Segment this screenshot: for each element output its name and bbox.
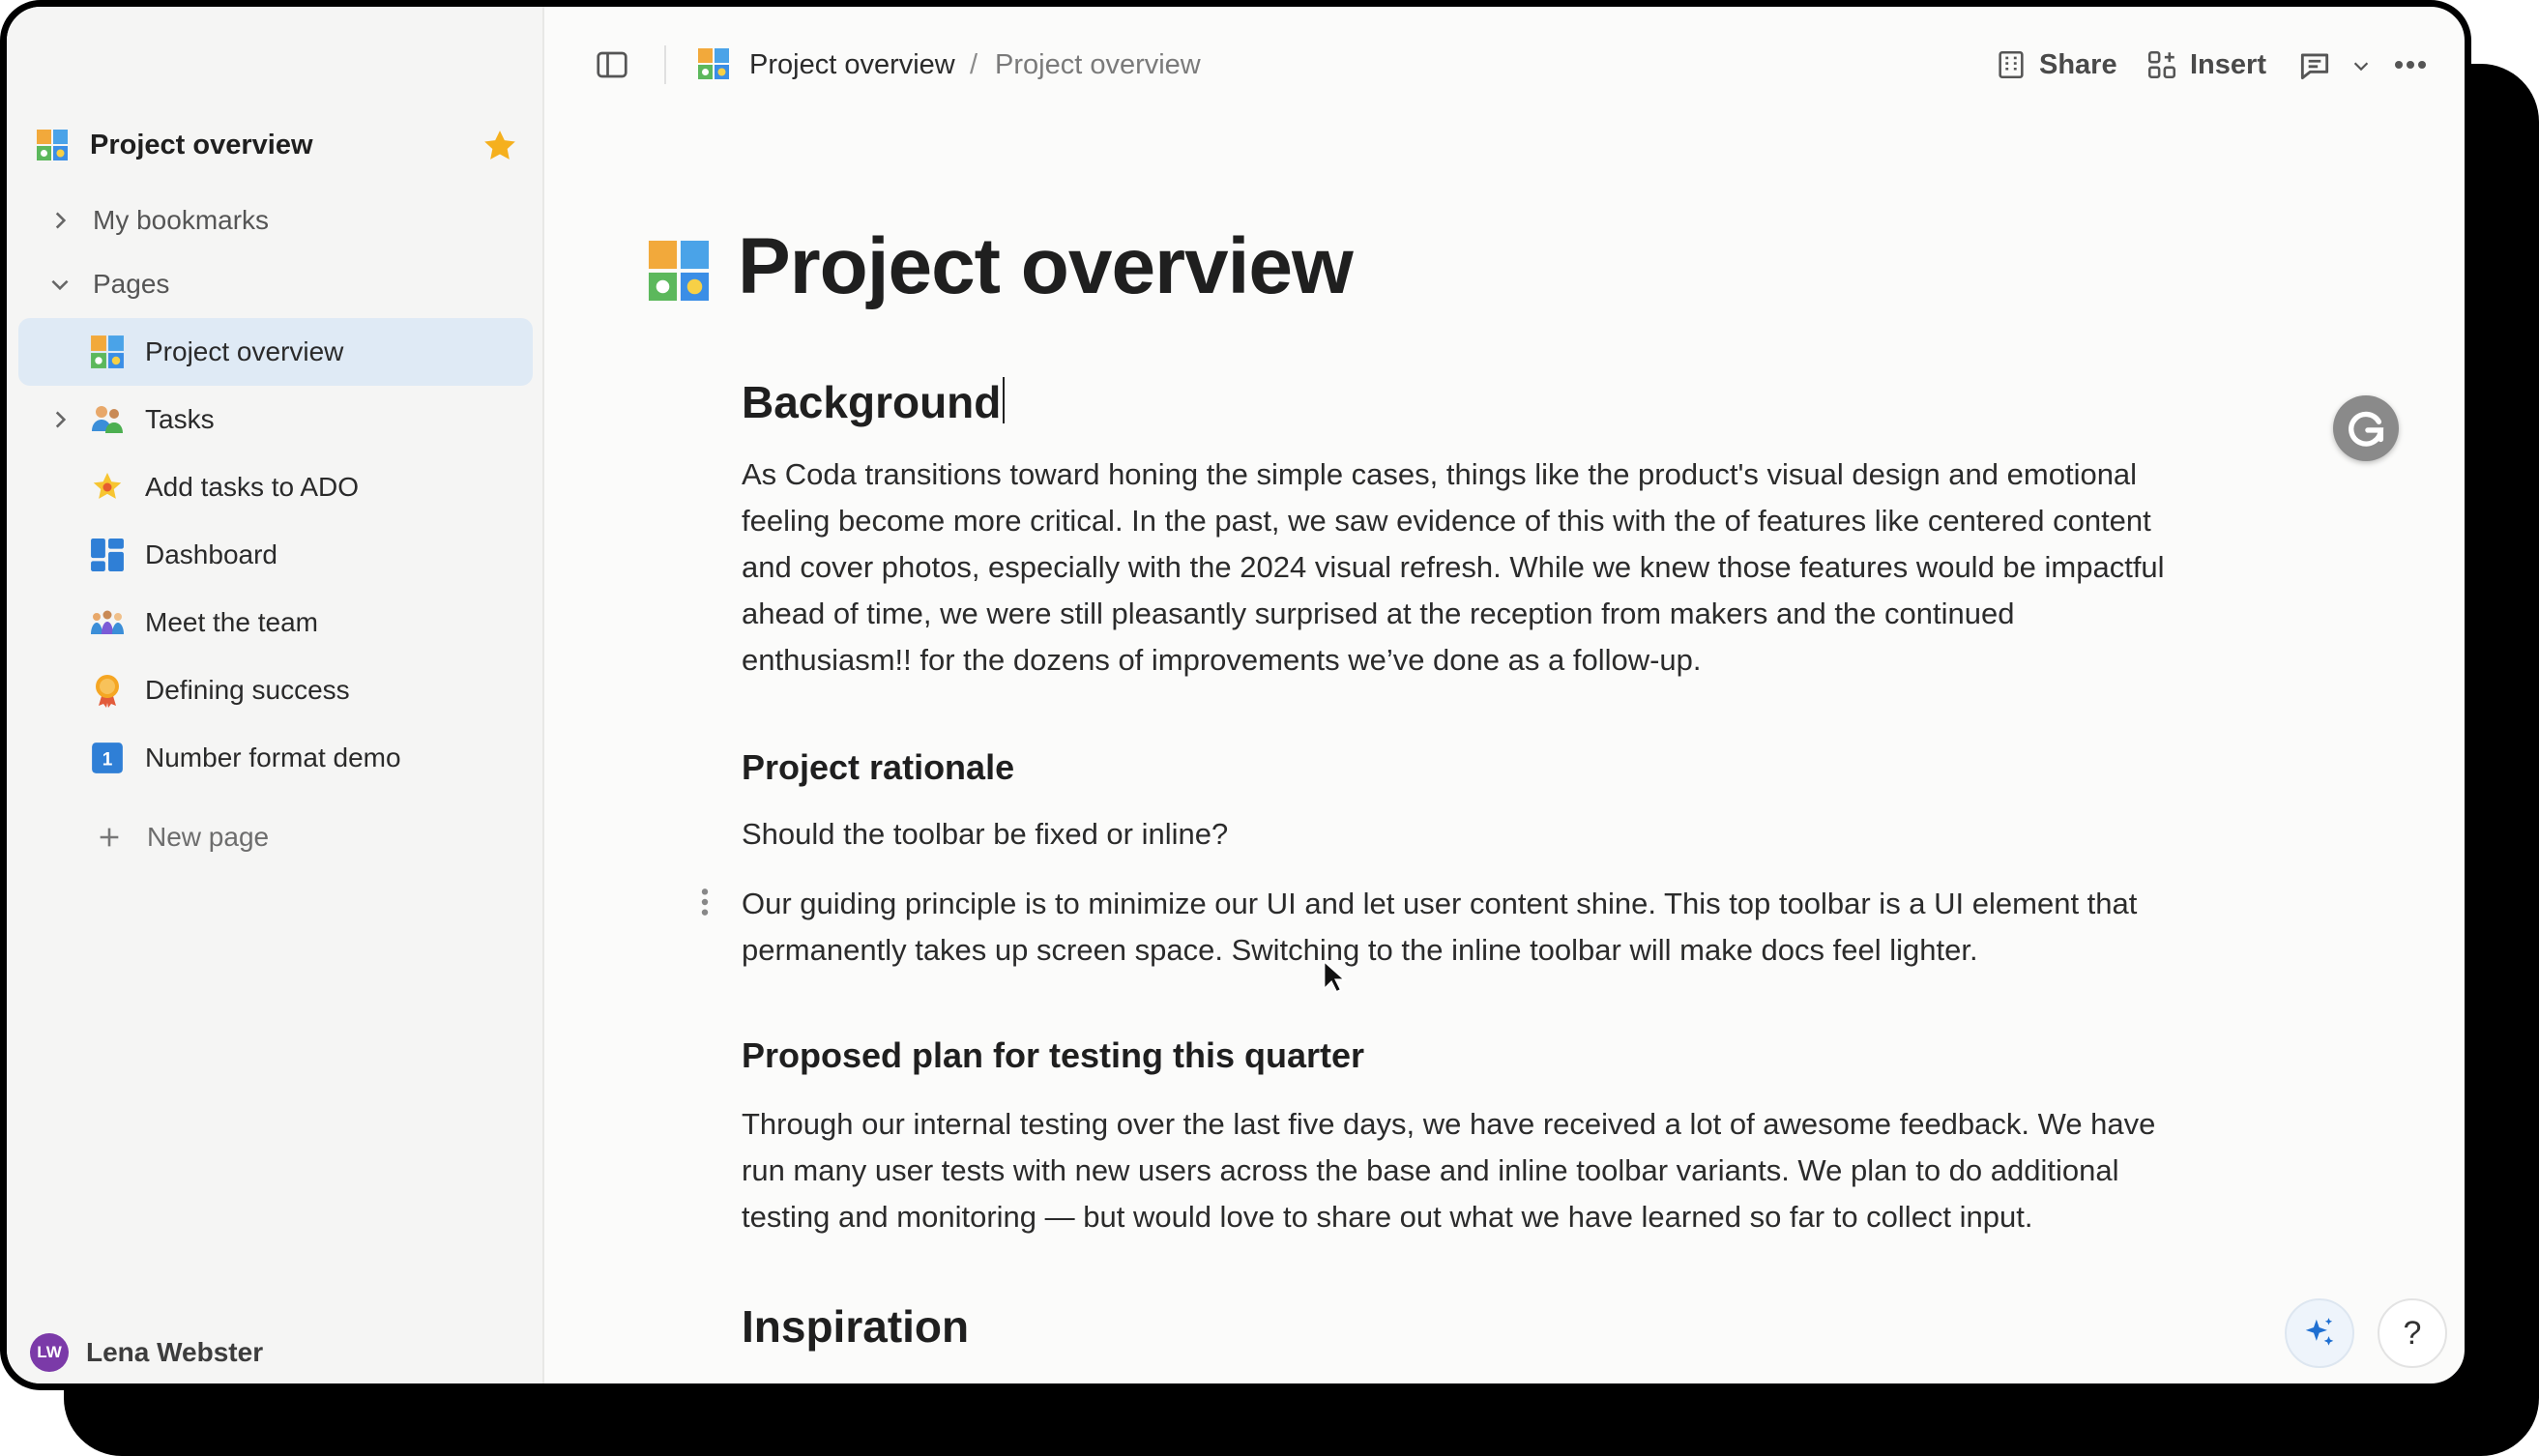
- sidebar-item-label: Defining success: [145, 675, 350, 705]
- pages-label: Pages: [93, 269, 170, 299]
- heading-project-rationale[interactable]: Project rationale: [742, 747, 1015, 787]
- heading-inspiration[interactable]: Inspiration: [742, 1301, 970, 1352]
- text-line: Our guiding principle is to minimize our UI and let user content shine. This top toolbar is a UI element that: [742, 887, 2138, 920]
- sidebar-item-add-tasks[interactable]: [18, 453, 533, 521]
- grammarly-button[interactable]: [2333, 395, 2399, 461]
- medal-emoji-icon: [90, 673, 125, 708]
- plus-icon: [96, 824, 123, 851]
- sparkle-icon: [2301, 1315, 2338, 1352]
- grammarly-g-icon: [2344, 406, 2388, 451]
- chevron-right-icon[interactable]: [47, 407, 73, 432]
- svg-text:1: 1: [102, 749, 113, 771]
- text-line: and cover photos, especially with the 2024 visual refresh. While we knew those features would be impactful: [742, 550, 2165, 584]
- share-building-icon: [1995, 48, 2028, 81]
- sidebar-item-number-format-demo[interactable]: [18, 724, 533, 792]
- sidebar-toggle-icon[interactable]: [595, 47, 629, 82]
- favorite-star-icon[interactable]: [481, 127, 519, 165]
- grid-emoji-icon[interactable]: [647, 239, 711, 303]
- team-emoji-icon: [90, 605, 125, 640]
- heading-background[interactable]: [742, 376, 1005, 428]
- paragraph-plan[interactable]: [742, 1101, 2289, 1240]
- bookmarks-label: My bookmarks: [93, 205, 270, 235]
- breadcrumb-separator: /: [970, 49, 978, 80]
- topbar: [544, 7, 2465, 123]
- doc-title-row[interactable]: [36, 121, 519, 169]
- text-caret: [1003, 377, 1005, 423]
- breadcrumb-page[interactable]: Project overview: [995, 49, 1201, 80]
- paragraph-question[interactable]: Should the toolbar be fixed or inline?: [742, 817, 1229, 851]
- chevron-down-icon[interactable]: [2350, 55, 2372, 76]
- share-button[interactable]: [1995, 45, 2117, 84]
- new-page-button[interactable]: [18, 803, 533, 871]
- dashboard-icon: [90, 538, 125, 572]
- doc-title: Project overview: [90, 129, 313, 160]
- sidebar: [7, 7, 544, 1383]
- text-line: As Coda transitions toward honing the simple cases, things like the product's visual design and emotional: [742, 457, 2138, 491]
- sidebar-item-label: Project overview: [145, 336, 344, 366]
- paragraph-rationale[interactable]: [742, 881, 2289, 974]
- mouse-pointer-icon: [1322, 960, 1347, 995]
- sidebar-item-project-overview[interactable]: [18, 318, 533, 386]
- text-line: feeling become more critical. In the past, we saw evidence of this with the of features like centered content: [742, 504, 2151, 538]
- sidebar-item-meet-the-team[interactable]: [18, 589, 533, 656]
- number-one-icon: [90, 741, 125, 775]
- new-page-label: New page: [147, 822, 270, 852]
- help-button[interactable]: ?: [2378, 1298, 2447, 1368]
- text-line: Through our internal testing over the last five days, we have received a lot of awesome feedback. We have: [742, 1107, 2156, 1141]
- people-emoji-icon: [90, 402, 125, 437]
- topbar-divider: [664, 45, 666, 84]
- sidebar-item-label: Meet the team: [145, 607, 318, 637]
- insert-button[interactable]: [2145, 45, 2266, 84]
- text-line: enthusiasm!! for the dozens of improvements we’ve done as a follow-up.: [742, 643, 1702, 677]
- sidebar-bookmarks[interactable]: [18, 187, 533, 254]
- heading-proposed-plan[interactable]: Proposed plan for testing this quarter: [742, 1035, 1365, 1075]
- share-label: Share: [2039, 48, 2117, 80]
- text-line: ahead of time, we were still pleasantly surprised at the reception from makers and the continued: [742, 597, 2015, 630]
- user-name: Lena Webster: [86, 1337, 264, 1367]
- grid-emoji-icon: [90, 335, 125, 369]
- sidebar-item-label: Number format demo: [145, 743, 401, 772]
- page-title[interactable]: Project overview: [738, 222, 1353, 310]
- ai-assistant-button[interactable]: [2285, 1298, 2354, 1368]
- grid-emoji-icon: [36, 129, 69, 161]
- page-content: [544, 123, 2465, 1383]
- sidebar-item-defining-success[interactable]: [18, 656, 533, 724]
- chevron-down-icon: [47, 272, 73, 297]
- star-emoji-icon: [90, 470, 125, 505]
- paragraph-background[interactable]: [742, 451, 2289, 684]
- sidebar-item-dashboard[interactable]: [18, 521, 533, 589]
- text-line: testing and monitoring — but would love to share out what we have learned so far to collect input.: [742, 1200, 2033, 1234]
- more-options-icon[interactable]: [2393, 51, 2428, 78]
- insert-label: Insert: [2190, 48, 2266, 80]
- sidebar-item-tasks[interactable]: [18, 386, 533, 453]
- comment-icon[interactable]: [2296, 47, 2333, 84]
- text-line: run many user tests with new users across the base and inline toolbar variants. We plan to do additional: [742, 1153, 2119, 1187]
- avatar: LW: [30, 1333, 69, 1372]
- breadcrumb-doc[interactable]: Project overview: [749, 49, 955, 80]
- chevron-right-icon: [47, 208, 73, 233]
- sidebar-pages-header[interactable]: [18, 250, 533, 318]
- heading-text: Background: [742, 377, 1002, 427]
- text-line: permanently takes up screen space. Switching to the inline toolbar will make docs feel lighter.: [742, 933, 1978, 967]
- grid-emoji-icon: [697, 47, 730, 80]
- insert-blocks-icon: [2145, 48, 2178, 81]
- user-profile[interactable]: [30, 1328, 263, 1377]
- drag-handle-icon[interactable]: [697, 887, 713, 917]
- sidebar-item-label: Tasks: [145, 404, 215, 434]
- sidebar-item-label: Add tasks to ADO: [145, 472, 359, 502]
- sidebar-item-label: Dashboard: [145, 539, 277, 569]
